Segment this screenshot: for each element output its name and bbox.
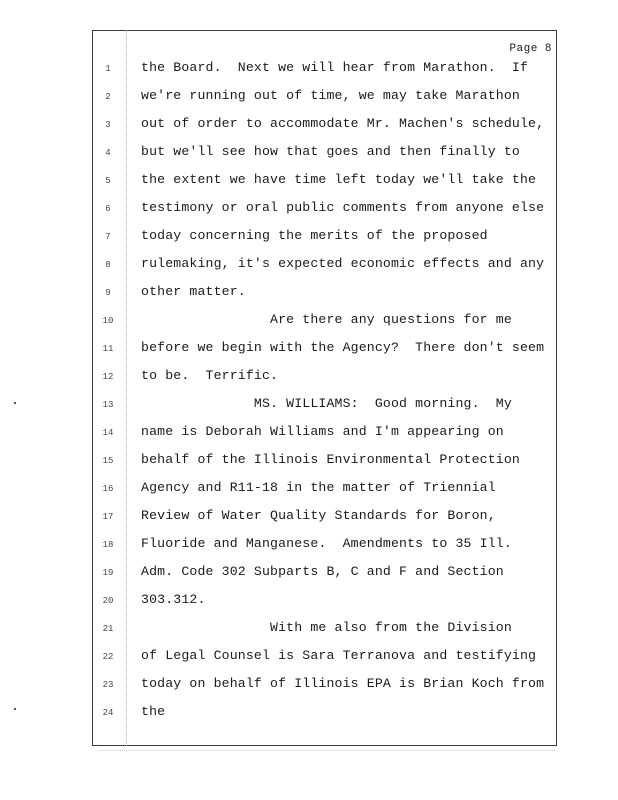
transcript-line [0, 480, 618, 508]
transcript-line [0, 340, 618, 368]
line-number: 16 [102, 484, 114, 494]
transcript-line [0, 256, 618, 284]
line-number: 15 [102, 456, 114, 466]
line-number: 4 [105, 148, 111, 158]
line-text: other matter. [141, 284, 246, 299]
line-text: out of order to accommodate Mr. Machen's schedule, [141, 116, 545, 131]
line-number: 13 [102, 400, 114, 410]
transcript-line [0, 144, 618, 172]
line-text: but we'll see how that goes and then finally to [141, 144, 520, 159]
transcript-line [0, 60, 618, 88]
line-text: Are there any questions for me [141, 312, 512, 327]
transcript-line [0, 564, 618, 592]
transcript-line [0, 452, 618, 480]
line-number: 3 [105, 120, 111, 130]
line-number: 22 [102, 652, 114, 662]
transcript-line [0, 648, 618, 676]
transcript-line [0, 368, 618, 396]
scan-speck [14, 708, 16, 710]
line-text: rulemaking, it's expected economic effects and any [141, 256, 545, 271]
line-text: of Legal Counsel is Sara Terranova and testifying [141, 648, 537, 663]
line-text: the extent we have time left today we'll take the [141, 172, 537, 187]
line-number: 20 [102, 596, 114, 606]
line-text: the Board. Next we will hear from Marathon. If [141, 60, 529, 75]
line-text: the [141, 704, 166, 719]
transcript-line [0, 592, 618, 620]
line-number: 14 [102, 428, 114, 438]
transcript-line [0, 312, 618, 340]
line-number: 12 [102, 372, 114, 382]
line-number: 7 [105, 232, 111, 242]
line-text: today concerning the merits of the proposed [141, 228, 488, 243]
transcript-line [0, 172, 618, 200]
line-number: 1 [105, 64, 111, 74]
line-text: MS. WILLIAMS: Good morning. My [141, 396, 512, 411]
transcript-line [0, 536, 618, 564]
line-number: 2 [105, 92, 111, 102]
line-number: 18 [102, 540, 114, 550]
line-number: 10 [102, 316, 114, 326]
line-text: before we begin with the Agency? There don't seem [141, 340, 545, 355]
transcript-line [0, 396, 618, 424]
transcript-line [0, 676, 618, 704]
line-number: 11 [102, 344, 114, 354]
line-text: Fluoride and Manganese. Amendments to 35 Ill. [141, 536, 512, 551]
line-text: Adm. Code 302 Subparts B, C and F and Section [141, 564, 504, 579]
transcript-line [0, 424, 618, 452]
transcript-line [0, 200, 618, 228]
line-text: Review of Water Quality Standards for Boron, [141, 508, 496, 523]
line-number: 23 [102, 680, 114, 690]
transcript-line [0, 508, 618, 536]
line-text: 303.312. [141, 592, 206, 607]
line-number: 21 [102, 624, 114, 634]
line-text: Agency and R11-18 in the matter of Triennial [141, 480, 496, 495]
line-number: 9 [105, 288, 111, 298]
line-text: testimony or oral public comments from anyone else [141, 200, 545, 215]
transcript-line [0, 704, 618, 732]
line-text: we're running out of time, we may take Marathon [141, 88, 520, 103]
transcript-line [0, 88, 618, 116]
line-text: to be. Terrific. [141, 368, 279, 383]
line-number: 19 [102, 568, 114, 578]
scan-bottom-edge [100, 750, 555, 751]
line-number: 6 [105, 204, 111, 214]
scan-speck [14, 402, 16, 404]
line-number: 24 [102, 708, 114, 718]
transcript-line [0, 228, 618, 256]
line-text: With me also from the Division [141, 620, 512, 635]
line-text: behalf of the Illinois Environmental Protection [141, 452, 520, 467]
transcript-line [0, 284, 618, 312]
transcript-line [0, 116, 618, 144]
line-number: 8 [105, 260, 111, 270]
line-text: name is Deborah Williams and I'm appearing on [141, 424, 504, 439]
line-number: 17 [102, 512, 114, 522]
transcript-line [0, 620, 618, 648]
page-number-label: Page 8 [509, 43, 552, 55]
line-text: today on behalf of Illinois EPA is Brian Koch from [141, 676, 545, 691]
line-number: 5 [105, 176, 111, 186]
